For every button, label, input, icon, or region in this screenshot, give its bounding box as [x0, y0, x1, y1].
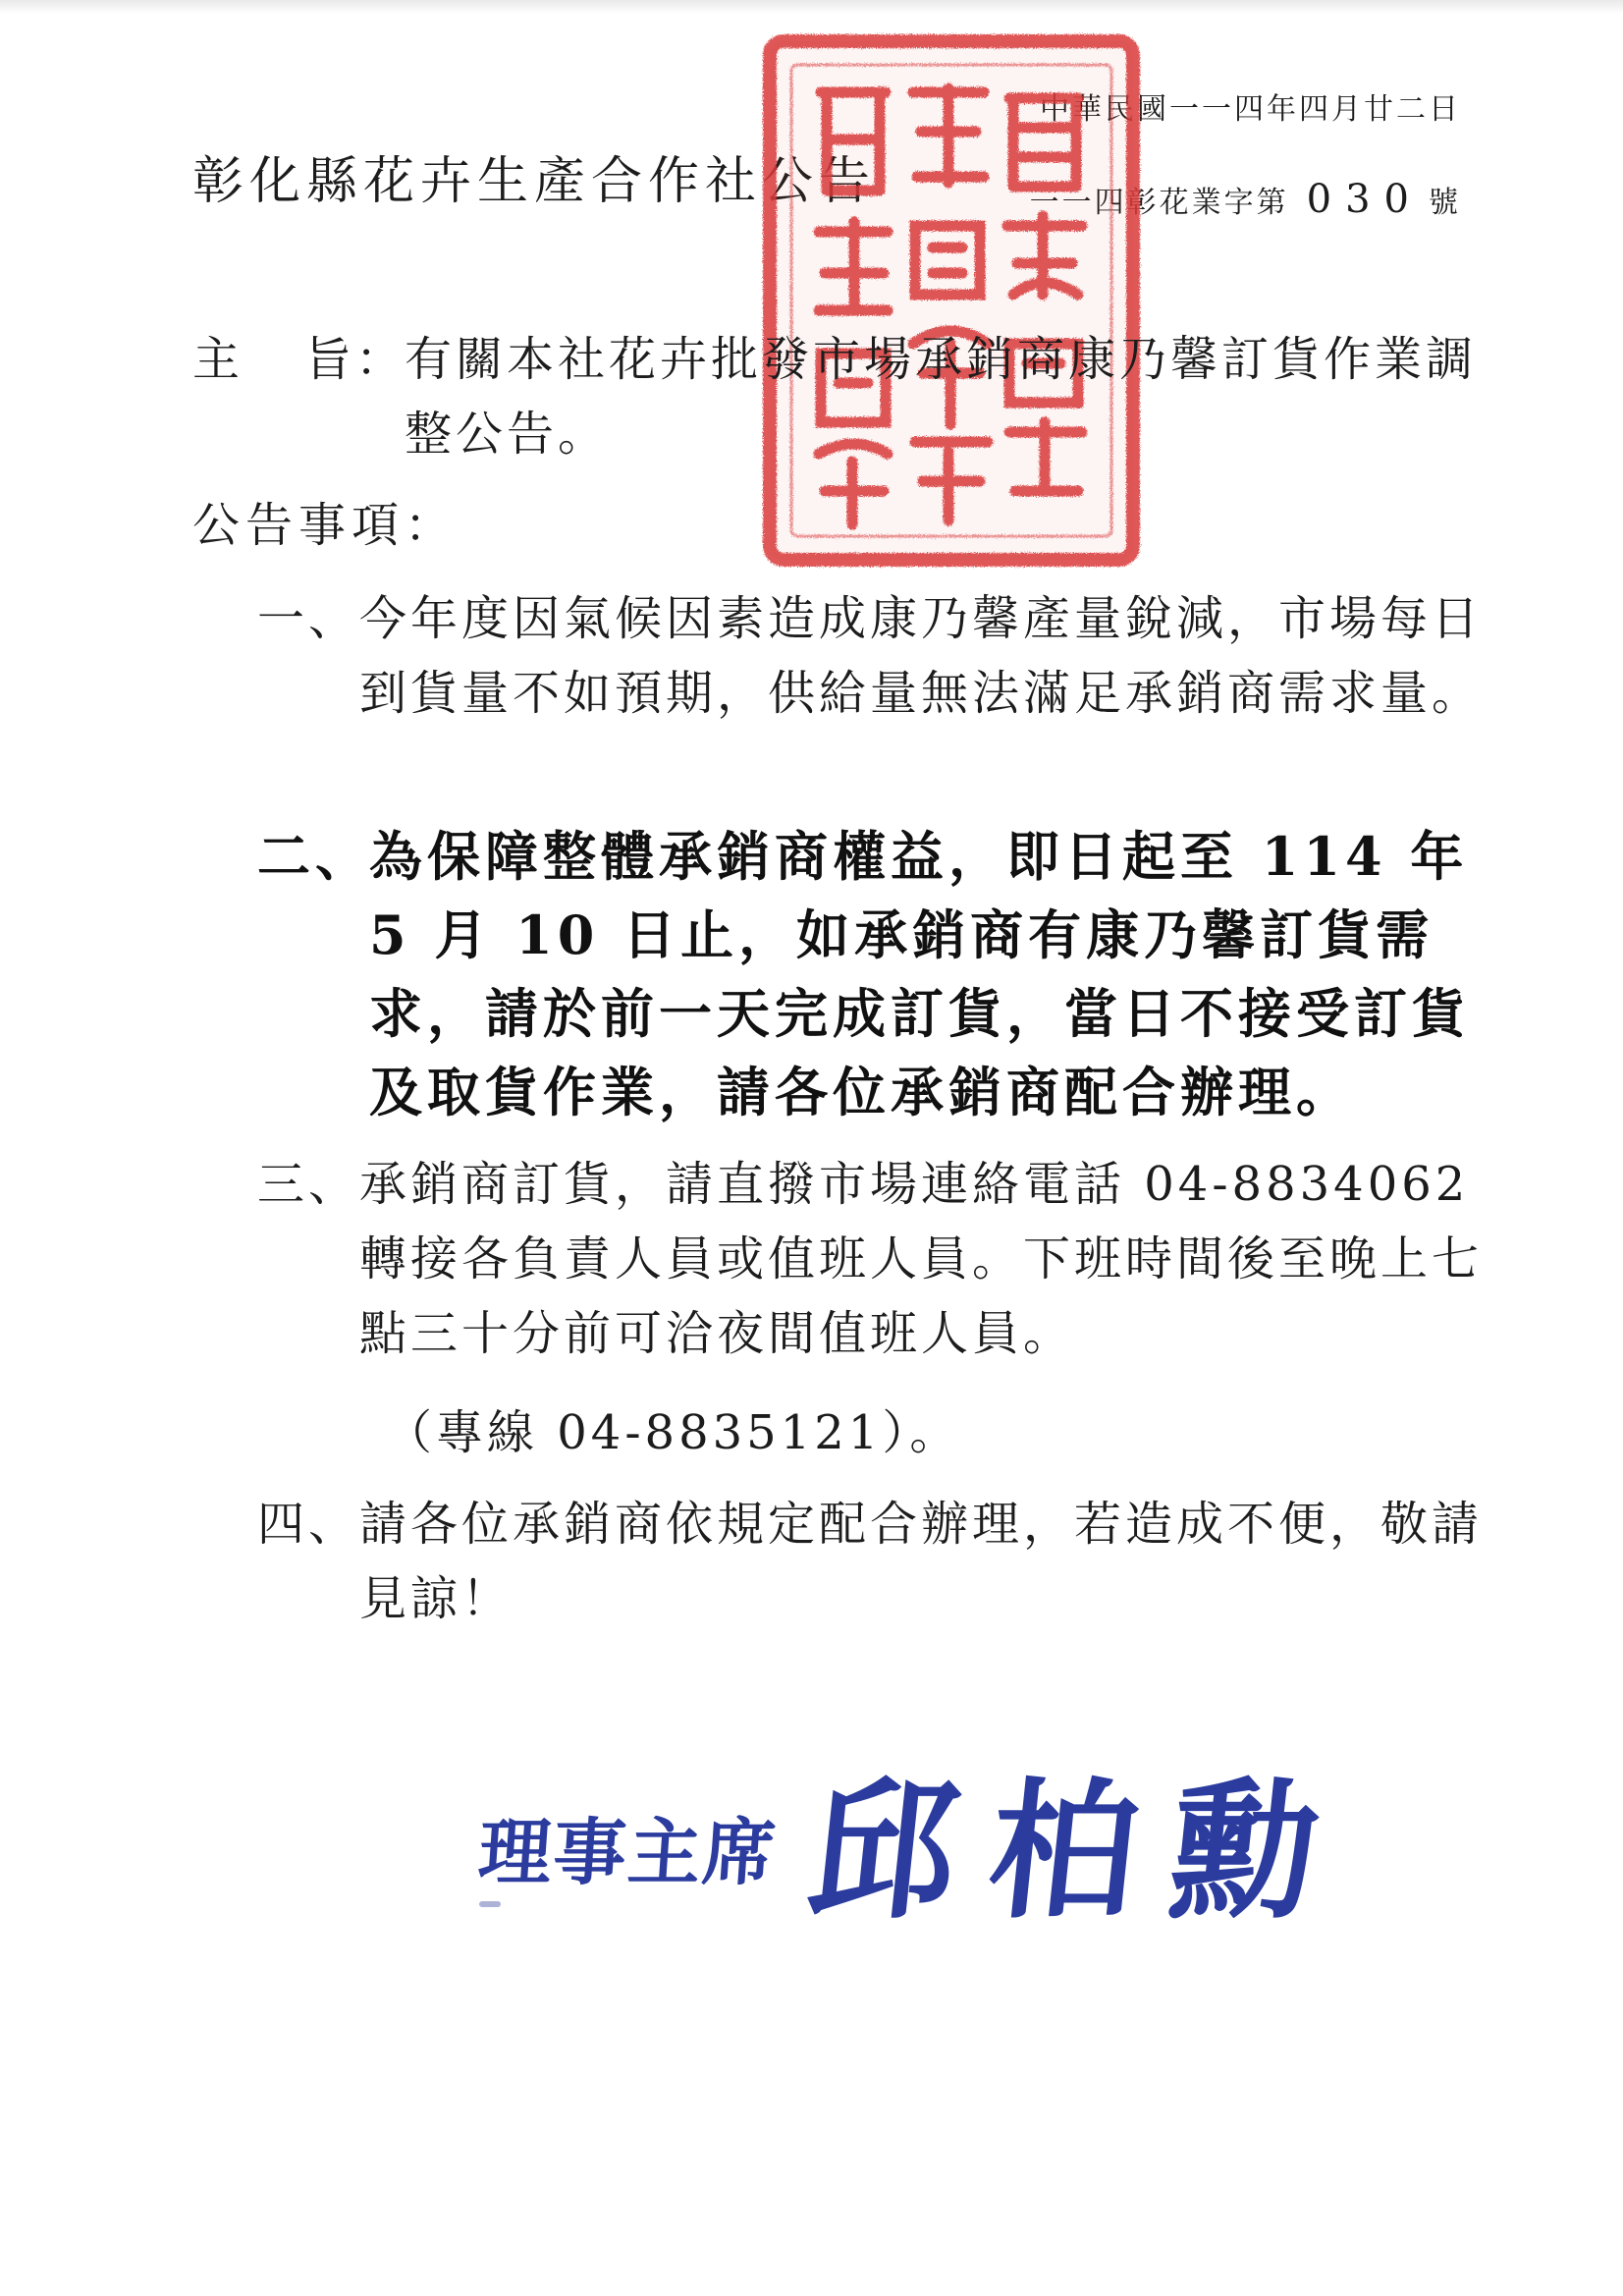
document-number-suffix: 號 — [1429, 186, 1461, 220]
ink-speck — [479, 1901, 501, 1907]
subject-text: 有關本社花卉批發市場承銷商康乃馨訂貨作業調整公告。 — [405, 332, 1478, 462]
announcement-item — [257, 1487, 1487, 1636]
item-marker: 一、 — [257, 591, 360, 646]
item-text: 為保障整體承銷商權益，即日起至 114 年 5 月 10 日止，如承銷商有康乃馨訂貨需求，請於前一天完成訂貨，當日不接受訂貨及取貨作業，請各位承銷商配合辦理。 — [369, 825, 1470, 1123]
signatory-title: 理事主席 — [475, 1811, 781, 1895]
announcement-item — [257, 581, 1487, 731]
signatory-name: 邱柏勳 — [800, 1765, 1361, 1941]
item-text: 承銷商訂貨，請直撥市場連絡電話 04-8834062 轉接各負責人員或值班人員。下班時間後至晚上七點三十分前可洽夜間值班人員。 — [359, 1157, 1484, 1361]
official-seal-icon — [756, 29, 1149, 572]
signature-block — [475, 1713, 1363, 1948]
announcement-item — [257, 1147, 1487, 1371]
subject-label-part-1: 主 — [192, 332, 244, 387]
document-number-value: 030 — [1306, 177, 1423, 222]
item-marker: 二、 — [257, 825, 373, 888]
announcement-heading: 公告事項： — [192, 498, 459, 553]
item-marker: 四、 — [257, 1497, 360, 1552]
item-text: 今年度因氣候因素造成康乃馨產量銳減，市場每日到貨量不如預期，供給量無法滿足承銷商需求量。 — [359, 591, 1484, 721]
document-date: 中華民國一一四年四月廿二日 — [1040, 92, 1461, 127]
document-number-prefix: 一一四彰花業字第 — [1029, 186, 1289, 220]
item-marker: 三、 — [257, 1157, 360, 1212]
announcement-item-emphasized — [257, 817, 1488, 1131]
subject-label-part-2: 旨： — [304, 332, 407, 387]
organization-title: 彰化縣花卉生產合作社公告 — [192, 152, 877, 211]
item-text: 請各位承銷商依規定配合辦理，若造成不便，敬請見諒！ — [359, 1497, 1484, 1626]
hotline-note: （專線 04-8835121）。 — [385, 1405, 961, 1460]
subject-label — [192, 322, 405, 397]
scan-edge — [0, 0, 1623, 14]
